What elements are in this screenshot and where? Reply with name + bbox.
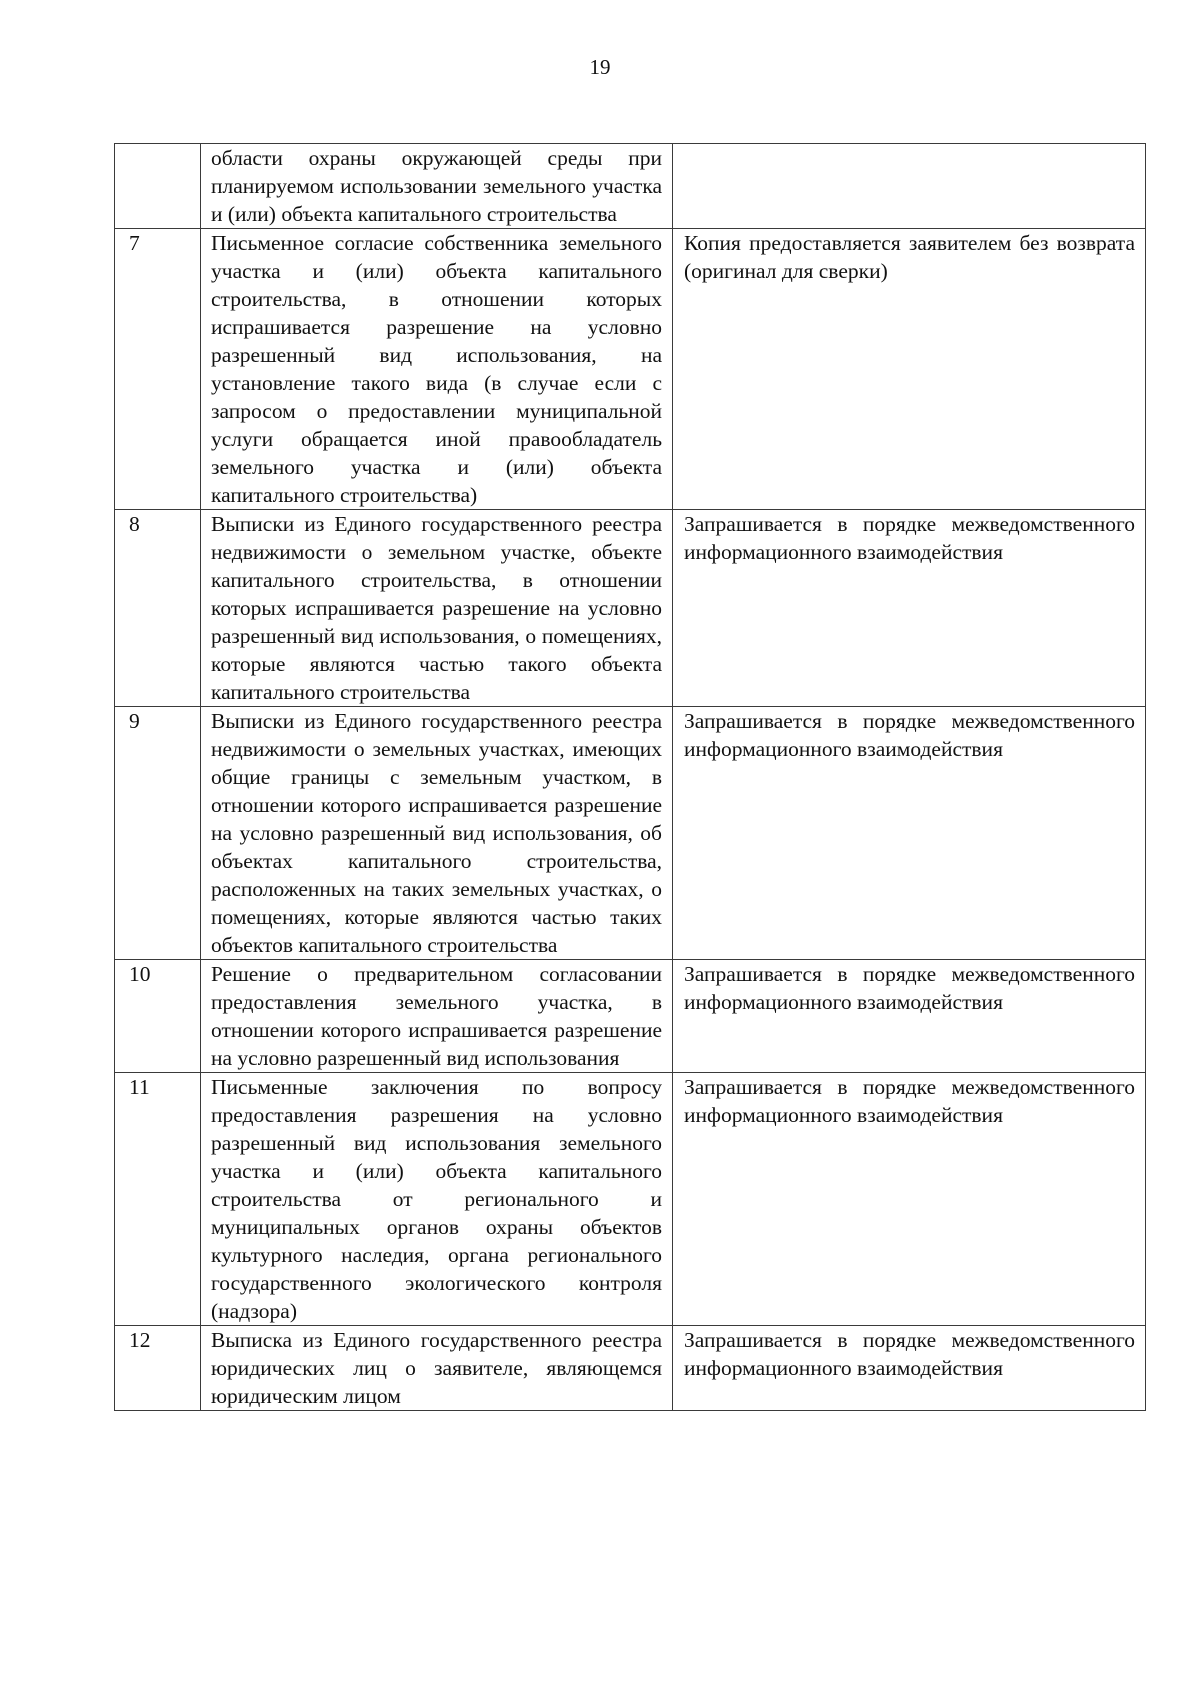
document-name-cell xyxy=(201,144,673,229)
document-name: области охраны окружающей среды при планируемом использовании земельного участка и (или) объекта капитального строительства xyxy=(211,146,662,226)
document-name: Выписки из Единого государственного реестра недвижимости о земельном участке, объекте капитального строительства, в отношении которых испрашивается разрешение на условно разрешенный вид использования, о помещениях, которые являются частью такого объекта капитального строительства xyxy=(211,512,662,704)
table-row xyxy=(115,1326,1146,1411)
document-name: Выписки из Единого государственного реестра недвижимости о земельных участках, имеющих общие границы с земельным участком, в отношении которого испрашивается разрешение на условно разрешенный вид использования, об объектах капитального строительства, расположенных на таких земельных участках, о помещениях, которые являются частью таких объектов капитального строительства xyxy=(211,709,662,957)
row-number-cell xyxy=(115,1326,201,1411)
document-note: Запрашивается в порядке межведомственного информационного взаимодействия xyxy=(684,709,1135,761)
row-number: 12 xyxy=(129,1328,151,1352)
document-note: Копия предоставляется заявителем без возврата (оригинал для сверки) xyxy=(684,231,1135,283)
document-name-cell xyxy=(201,229,673,510)
document-note: Запрашивается в порядке межведомственного информационного взаимодействия xyxy=(684,1328,1135,1380)
table-row xyxy=(115,707,1146,960)
document-note-cell xyxy=(673,960,1146,1073)
document-name-cell xyxy=(201,1326,673,1411)
row-number-cell xyxy=(115,1073,201,1326)
row-number: 9 xyxy=(129,709,140,733)
document-name-cell xyxy=(201,960,673,1073)
row-number-cell xyxy=(115,144,201,229)
row-number-cell xyxy=(115,510,201,707)
document-name-cell xyxy=(201,1073,673,1326)
document-note-cell xyxy=(673,510,1146,707)
table-row xyxy=(115,1073,1146,1326)
document-name: Решение о предварительном согласовании предоставления земельного участка, в отношении которого испрашивается разрешение на условно разрешенный вид использования xyxy=(211,962,662,1070)
document-name-cell xyxy=(201,707,673,960)
row-number-cell xyxy=(115,960,201,1073)
document-name: Письменные заключения по вопросу предоставления разрешения на условно разрешенный вид использования земельного участка и (или) объекта капитального строительства от регионального и муниципальных органов охраны объектов культурного наследия, органа регионального государственного экологического контроля (надзора) xyxy=(211,1075,662,1323)
row-number-cell xyxy=(115,229,201,510)
row-number: 7 xyxy=(129,231,140,255)
document-note: Запрашивается в порядке межведомственного информационного взаимодействия xyxy=(684,1075,1135,1127)
document-note-cell xyxy=(673,1326,1146,1411)
row-number: 11 xyxy=(129,1075,150,1099)
page-number: 19 xyxy=(589,55,611,79)
document-note: Запрашивается в порядке межведомственного информационного взаимодействия xyxy=(684,962,1135,1014)
table-row xyxy=(115,960,1146,1073)
table-row xyxy=(115,510,1146,707)
row-number-cell xyxy=(115,707,201,960)
document-note-cell xyxy=(673,1073,1146,1326)
document-name: Выписка из Единого государственного реестра юридических лиц о заявителе, являющемся юридическим лицом xyxy=(211,1328,662,1408)
document-name-cell xyxy=(201,510,673,707)
table-row xyxy=(115,229,1146,510)
table-row xyxy=(115,144,1146,229)
document-note-cell xyxy=(673,707,1146,960)
documents-table xyxy=(114,143,1146,1411)
row-number: 8 xyxy=(129,512,140,536)
row-number: 10 xyxy=(129,962,151,986)
document-note-cell xyxy=(673,229,1146,510)
document-note: Запрашивается в порядке межведомственного информационного взаимодействия xyxy=(684,512,1135,564)
document-name: Письменное согласие собственника земельного участка и (или) объекта капитального строительства, в отношении которых испрашивается разрешение на условно разрешенный вид использования, на установление такого вида (в случае если с запросом о предоставлении муниципальной услуги обращается иной правообладатель земельного участка и (или) объекта капитального строительства) xyxy=(211,231,662,507)
document-note-cell xyxy=(673,144,1146,229)
